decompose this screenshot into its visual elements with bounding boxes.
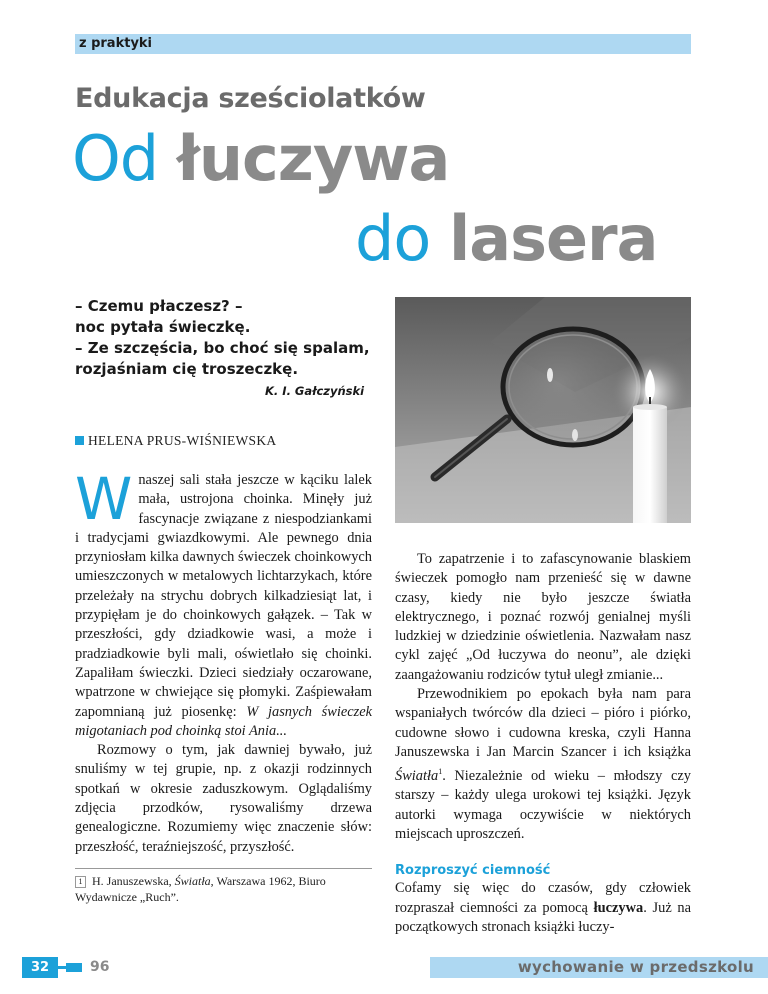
paragraph-4 <box>395 685 691 844</box>
footer-bar-decoration <box>58 966 66 969</box>
footnote-text-1: H. Januszewska, <box>92 874 175 888</box>
footnote-text-2: , Warszawa 1962, Biuro Wydawnicze „Ruch”. <box>75 874 326 904</box>
magazine-band <box>430 957 768 978</box>
paragraph-5-text-a: Cofamy się więc do czasów, gdy człowiek rozpraszał ciemności za pomocą <box>395 880 691 916</box>
byline <box>75 433 276 449</box>
motto-author: K. I. Gałczyński <box>265 384 365 398</box>
title-word-od: Od <box>72 122 159 195</box>
issue-page-number: 96 <box>90 959 110 975</box>
author-name: HELENA PRUS-WIŚNIEWSKA <box>88 433 277 448</box>
footnote-marker: 1 <box>75 876 86 888</box>
title-word-luczywa: łuczywa <box>176 122 450 195</box>
subheading: Rozproszyć ciemność <box>395 863 551 879</box>
magnifying-glass-and-candle-photo <box>395 297 691 523</box>
paragraph-1: naszej sali stała jeszcze w kąciku lalek mała, ustrojona choinka. Minęły już fascynacje związane z niespodziankami i tradycjami gwiazdkowymi. Ale pewnego dnia przyniosłam kilka dawnych świeczek choinkowych umieszczonych w metalowych lichtarzykach, które przeleżały na strychu dobrych kilkadziesiąt lat, i przypięłam je do choinkowych gałązek. – Tak w przeszłości, gdy dziadkowie wasi, a może i pradziadkowie byli mali, oświetlało się choinki. Zapaliłam świeczki. Dzieci siedziały oczarowane, wpatrzone w chwiejące się płomyki. Zaśpiewałam zapomnianą już piosenkę: <box>75 472 372 720</box>
motto-line: noc pytała świeczkę. <box>75 318 251 336</box>
footnote-book-title: Światła <box>174 874 211 888</box>
paragraph-5 <box>395 879 691 937</box>
paragraph-2: Rozmowy o tym, jak dawniej bywało, już snuliśmy w tej grupie, np. z okazji rodzinnych spotkań w okresie zaduszkowym. Oglądaliśmy zdjęcia przodków, rysowaliśmy drzewa genealogiczne. Rozumiemy więc znaczenie słów: przeszłość, teraźniejszość, przyszłość. <box>75 742 372 855</box>
footnote-reference: 1 <box>438 767 443 777</box>
footnote <box>75 873 372 905</box>
left-column <box>75 465 372 857</box>
song-quote: W jasnych świeczek migotaniach pod choinką stoi Ania... <box>75 703 372 739</box>
section-bar <box>75 34 691 54</box>
footer-bar-decoration <box>66 963 82 972</box>
motto-line: – Czemu płaczesz? – <box>75 297 243 315</box>
paragraph-4-text-a: Przewodnikiem po epokach była nam para wspaniałych twórców dla dzieci – pióro i piórko, cudowne słowo i cudowna kreska, czyli Hanna Januszewska i Jan Marcin Szancer i ich książka <box>395 686 691 760</box>
motto-line: – Ze szczęścia, bo choć się spalam, <box>75 339 370 357</box>
page-number: 32 <box>22 957 58 978</box>
title-line-1 <box>72 122 450 195</box>
motto-line: rozjaśniam cię troszeczkę. <box>75 360 299 378</box>
title-word-do: do <box>355 202 431 275</box>
title-word-lasera: lasera <box>449 202 658 275</box>
bold-term: łuczywa <box>593 899 644 916</box>
footnote-divider <box>75 868 372 869</box>
paragraph-5-text-b: . Już na początkowych stronach książki łuczy- <box>395 899 692 935</box>
title-line-2 <box>355 202 658 275</box>
article-kicker: Edukacja sześciolatków <box>75 83 426 114</box>
paragraph-4-text-b: . Niezależnie od wieku – młodszy czy starszy – każdy ulega urokowi tej książki. Język autorki wymaga oczywiście w niektórych miejscach uproszczeń. <box>395 768 691 842</box>
page-footer <box>0 957 768 979</box>
right-column <box>395 550 691 937</box>
book-title: Światła <box>395 768 439 785</box>
drop-cap: W <box>75 465 133 533</box>
motto <box>75 296 375 380</box>
byline-square-icon <box>75 436 84 445</box>
paragraph-3: To zapatrzenie i to zafascynowanie blaskiem świeczek pomogło nam przenieść się w dawne czasy, kiedy nie było jeszcze światła elektrycznego, i poznać rozwój genialnej myśli ludzkiej w dziedzinie oświetlenia. Nazwałam nasz cykl zajęć „Od łuczywa do neonu”, ale dzięki zaangażowaniu rodziców tytuł uległ zmianie... <box>395 551 691 683</box>
section-label: z praktyki <box>79 36 153 51</box>
magazine-name: wychowanie w przedszkolu <box>517 958 754 976</box>
